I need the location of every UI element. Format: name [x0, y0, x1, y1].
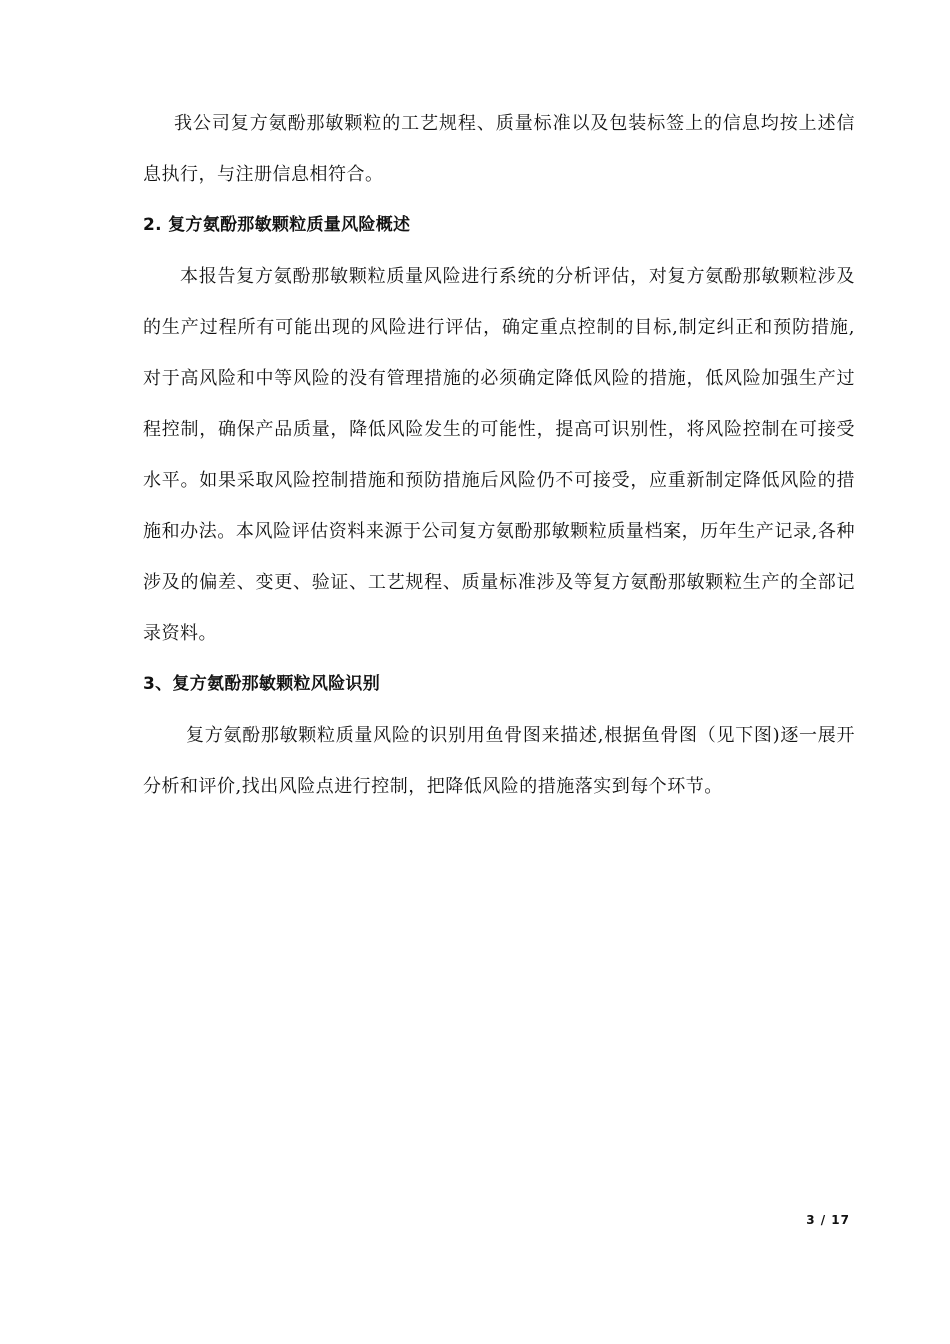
section-3-paragraph: 复方氨酚那敏颗粒质量风险的识别用鱼骨图来描述,根据鱼骨图（见下图)逐一展开分析和评价,找出风险点进行控制，把降低风险的措施落实到每个环节。	[143, 725, 855, 797]
section-3-heading: 3、复方氨酚那敏颗粒风险识别	[143, 674, 381, 694]
document-body	[143, 98, 855, 812]
intro-paragraph: 我公司复方氨酚那敏颗粒的工艺规程、质量标准以及包装标签上的信息均按上述信息执行，与注册信息相符合。	[143, 113, 855, 185]
page-number: 3 / 17	[806, 1213, 850, 1227]
section-2-paragraph: 本报告复方氨酚那敏颗粒质量风险进行系统的分析评估，对复方氨酚那敏颗粒涉及的生产过程所有可能出现的风险进行评估，确定重点控制的目标,制定纠正和预防措施,对于高风险和中等风险的没有管理措施的必须确定降低风险的措施，低风险加强生产过程控制，确保产品质量，降低风险发生的可能性，提高可识别性，将风险控制在可接受水平。如果采取风险控制措施和预防措施后风险仍不可接受，应重新制定降低风险的措施和办法。本风险评估资料来源于公司复方氨酚那敏颗粒质量档案，历年生产记录,各种涉及的偏差、变更、验证、工艺规程、质量标准涉及等复方氨酚那敏颗粒生产的全部记录资料。	[143, 266, 855, 644]
section-2-heading: 2. 复方氨酚那敏颗粒质量风险概述	[143, 215, 411, 235]
